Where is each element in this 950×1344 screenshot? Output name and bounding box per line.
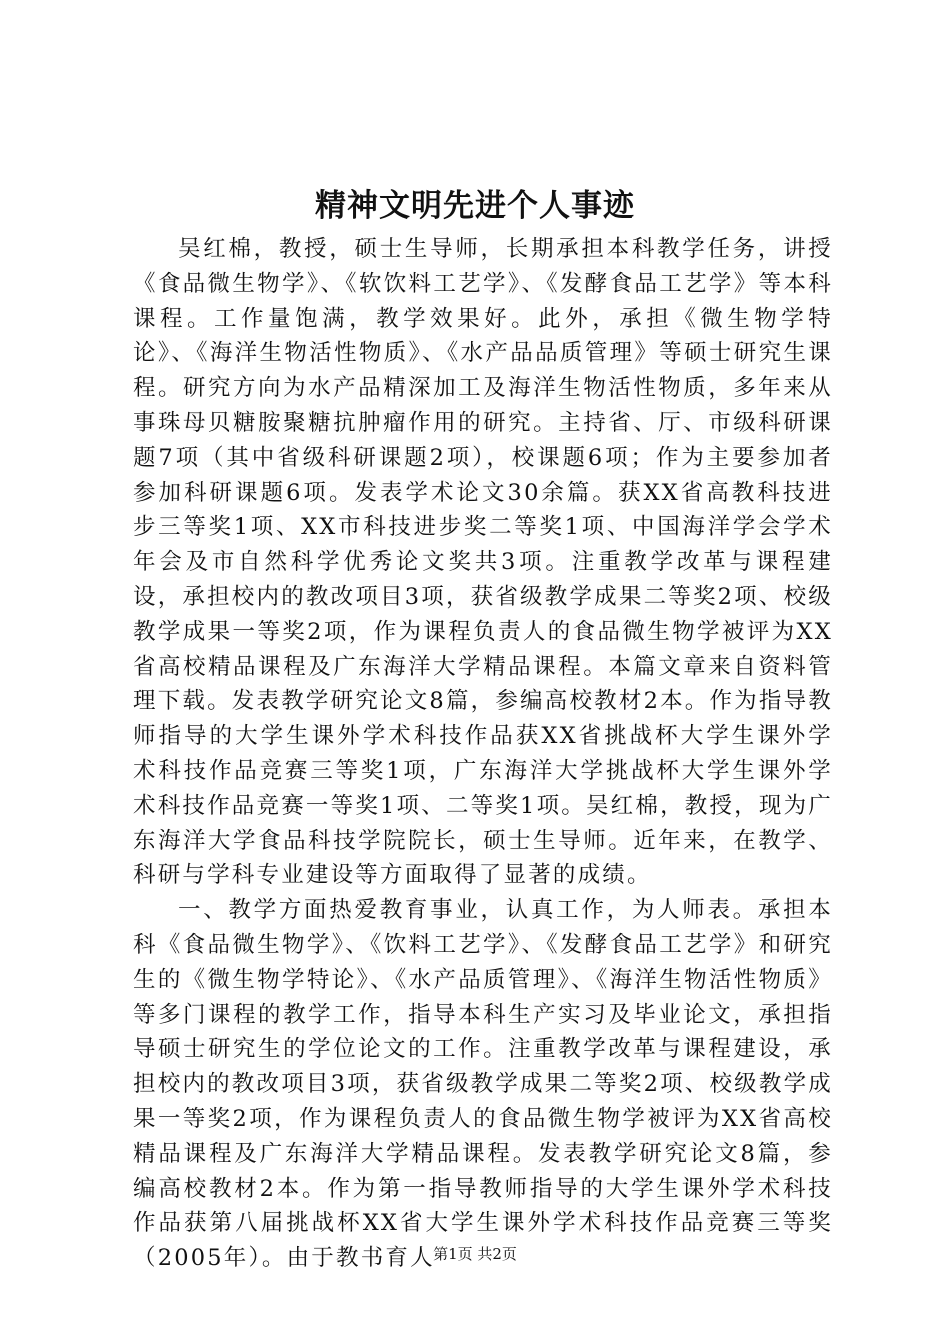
page-number-footer: 第1页 共2页	[433, 1245, 517, 1263]
document-body	[133, 232, 833, 1276]
page-title: 精神文明先进个人事迹	[315, 188, 635, 224]
paragraph: 吴红棉，教授，硕士生导师，长期承担本科教学任务，讲授《食品微生物学》、《软饮料工艺学》、《发酵食品工艺学》等本科课程。工作量饱满，教学效果好。此外，承担《微生物学特论》、《海洋生物活性物质》、《水产品品质管理》等硕士研究生课程。研究方向为水产品精深加工及海洋生物活性物质，多年来从事珠母贝糖胺聚糖抗肿瘤作用的研究。主持省、厅、市级科研课题7项（其中省级科研课题2项），校课题6项；作为主要参加者参加科研课题6项。发表学术论文30余篇。获XX省高教科技进步三等奖1项、XX市科技进步奖二等奖1项、中国海洋学会学术年会及市自然科学优秀论文奖共3项。注重教学改革与课程建设，承担校内的教改项目3项，获省级教学成果二等奖2项、校级教学成果一等奖2项，作为课程负责人的食品微生物学被评为XX省高校精品课程及广东海洋大学精品课程。本篇文章来自资料管理下载。发表教学研究论文8篇，参编高校教材2本。作为指导教师指导的大学生课外学术科技作品获XX省挑战杯大学生课外学术科技作品竞赛三等奖1项，广东海洋大学挑战杯大学生课外学术科技作品竞赛一等奖1项、二等奖1项。吴红棉，教授，现为广东海洋大学食品科技学院院长，硕士生导师。近年来，在教学、科研与学科专业建设等方面取得了显著的成绩。	[133, 236, 833, 889]
paragraph: 一、教学方面热爱教育事业，认真工作，为人师表。承担本科《食品微生物学》、《饮料工艺学》、《发酵食品工艺学》和研究生的《微生物学特论》、《水产品质管理》、《海洋生物活性物质》等多门课程的教学工作，指导本科生产实习及毕业论文，承担指导硕士研究生的学位论文的工作。注重教学改革与课程建设，承担校内的教改项目3项，获省级教学成果二等奖2项、校级教学成果一等奖2项，作为课程负责人的食品微生物学被评为XX省高校精品课程及广东海洋大学精品课程。发表教学研究论文8篇，参编高校教材2本。作为第一指导教师指导的大学生课外学术科技作品获第八届挑战杯XX省大学生课外学术科技作品竞赛三等奖（2005年）。由于教书育人	[133, 897, 833, 1272]
